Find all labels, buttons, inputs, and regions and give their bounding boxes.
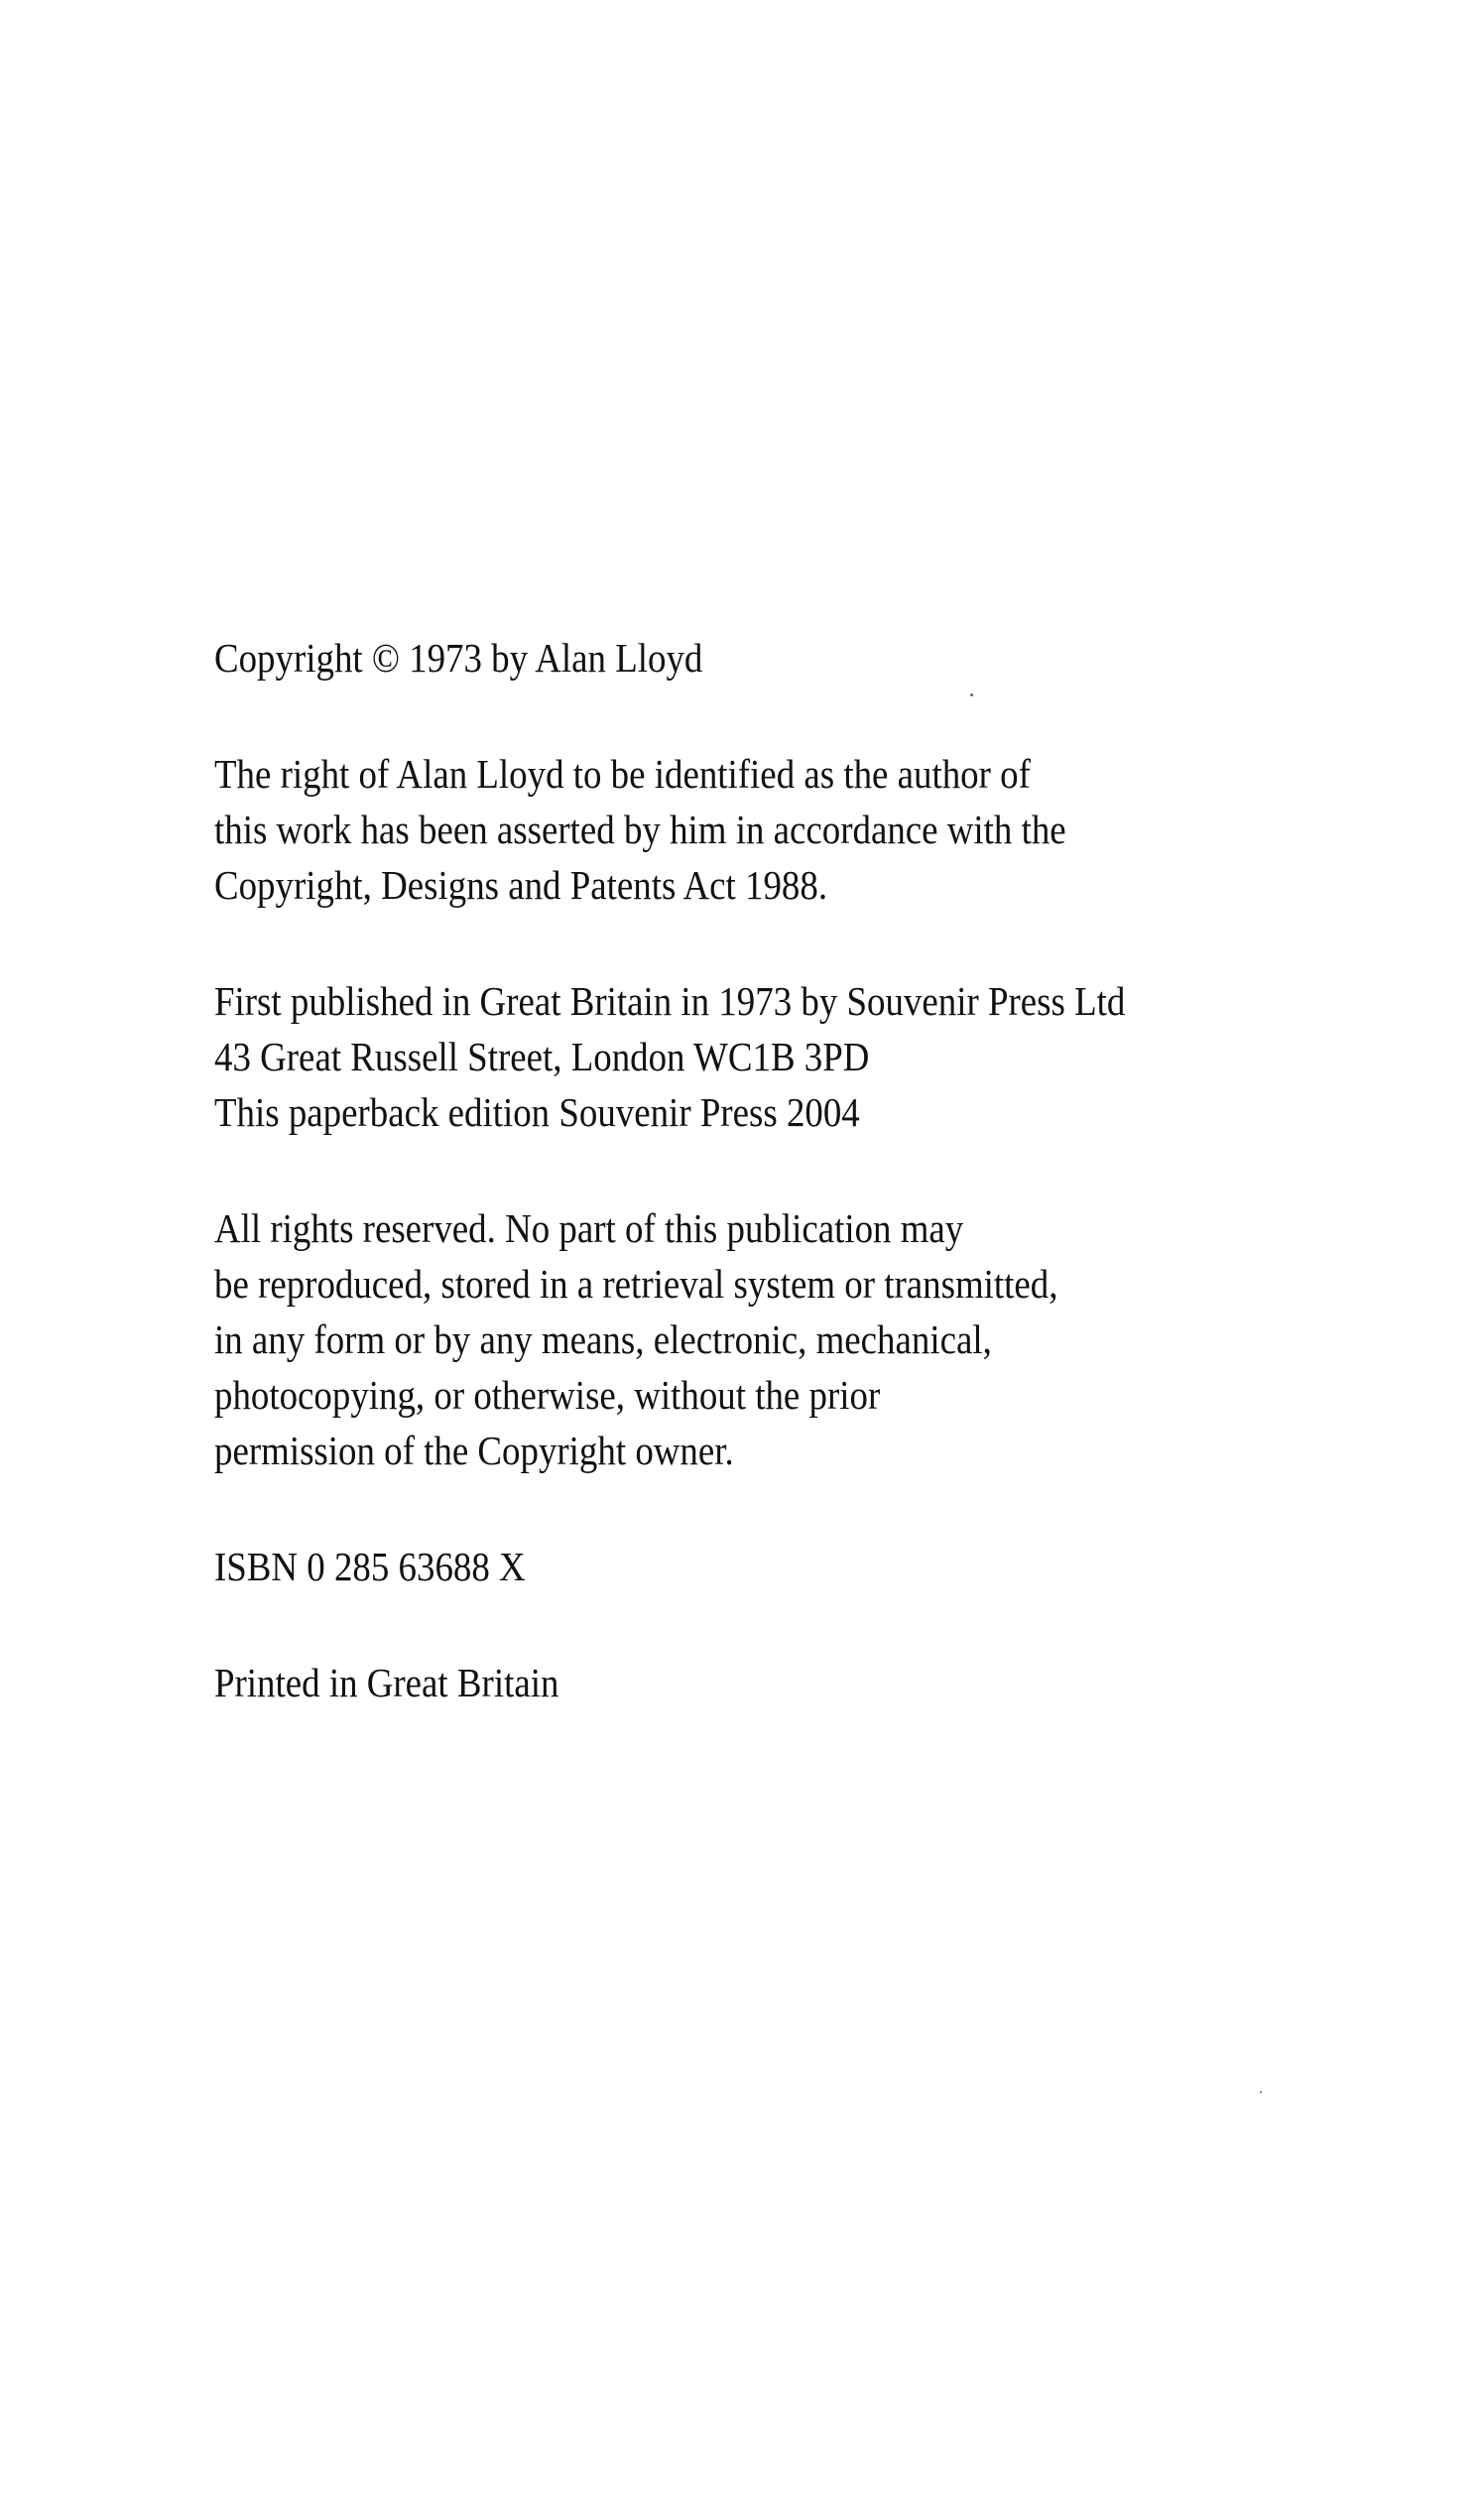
- text-line: this work has been asserted by him in accordance with the: [214, 807, 1066, 852]
- isbn-line: ISBN 0 285 63688 X: [214, 1544, 526, 1589]
- text-line: The right of Alan Lloyd to be identified as the author of: [214, 751, 1031, 797]
- printed-line: Printed in Great Britain: [214, 1660, 559, 1705]
- text-line: First published in Great Britain in 1973 by Souvenir Press Ltd: [214, 978, 1126, 1024]
- scan-speck: [1260, 2091, 1262, 2093]
- scan-speck: [970, 693, 973, 696]
- text-line: in any form or by any means, electronic, mechanical,: [214, 1316, 992, 1362]
- isbn: [214, 1539, 1405, 1594]
- printed-in: [214, 1655, 1405, 1710]
- text-line: be reproduced, stored in a retrieval system or transmitted,: [214, 1261, 1058, 1307]
- text-line: Copyright, Designs and Patents Act 1988.: [214, 862, 828, 908]
- copyright-page: [214, 630, 1405, 1771]
- copyright-line: Copyright © 1973 by Alan Lloyd: [214, 635, 703, 681]
- rights-reserved: [214, 1200, 1405, 1478]
- text-line: This paperback edition Souvenir Press 2004: [214, 1089, 860, 1135]
- text-line: photocopying, or otherwise, without the prior: [214, 1372, 881, 1418]
- rights-assertion: [214, 746, 1405, 913]
- text-line: 43 Great Russell Street, London WC1B 3PD: [214, 1034, 870, 1079]
- publication-info: [214, 973, 1405, 1140]
- text-line: permission of the Copyright owner.: [214, 1428, 734, 1473]
- text-line: All rights reserved. No part of this publication may: [214, 1205, 964, 1251]
- copyright-notice: [214, 630, 1405, 686]
